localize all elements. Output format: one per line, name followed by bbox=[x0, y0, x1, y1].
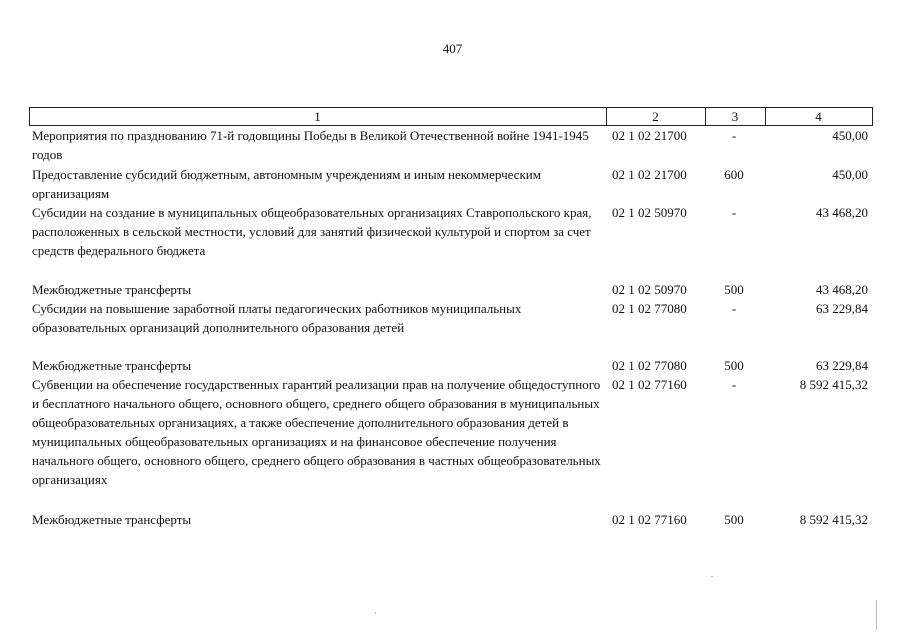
row-name: Межбюджетные трансферты bbox=[32, 512, 192, 527]
row-name: Субсидии на создание в муниципальных общеобразовательных организациях Ставропольского края, расположенных в сельской местности, условий для занятий физической культурой и спортом за счет средств федерального бюджета bbox=[32, 205, 592, 258]
row-type: - bbox=[731, 301, 737, 316]
row-name: Межбюджетные трансферты bbox=[32, 358, 192, 373]
row-amount: 8 592 415,32 bbox=[799, 512, 868, 527]
row-name: Предоставление субсидий бюджетным, автономным учреждениям и иным некоммерческим организациям bbox=[32, 167, 541, 201]
header-col-3: 3 bbox=[731, 109, 739, 124]
row-name: Субвенции на обеспечение государственных гарантий реализации прав на получение общедоступного и бесплатного начального общего, основного общего, среднего общего образования в муниципальных общеобразовательных организациях, а также обеспечение дополнительного образования детей в муниципальных общеобразовательных организациях и на финансовое обеспечение получения начального общего, основного общего, среднего общего образования в частных общеобразовательных организациях bbox=[32, 377, 601, 487]
scan-speck bbox=[711, 576, 713, 577]
scan-edge-line bbox=[876, 600, 877, 630]
table-header bbox=[29, 107, 873, 126]
header-col-4: 4 bbox=[815, 109, 822, 124]
row-name: Субсидии на повышение заработной платы педагогических работников муниципальных образовательных организаций дополнительного образования детей bbox=[32, 301, 522, 335]
header-divider bbox=[872, 107, 873, 126]
row-code: 02 1 02 77080 bbox=[612, 358, 687, 373]
page-number: 407 bbox=[442, 41, 463, 56]
scan-speck bbox=[375, 612, 376, 614]
row-name: Мероприятия по празднованию 71-й годовщины Победы в Великой Отечественной войне 1941-1945 годов bbox=[32, 128, 589, 162]
row-name: Межбюджетные трансферты bbox=[32, 282, 192, 297]
row-type: 600 bbox=[724, 167, 744, 182]
row-amount: 63 229,84 bbox=[816, 358, 868, 373]
row-type: - bbox=[731, 128, 737, 143]
row-code: 02 1 02 77160 bbox=[612, 377, 687, 392]
row-amount: 450,00 bbox=[832, 167, 868, 182]
row-amount: 43 468,20 bbox=[816, 205, 868, 220]
row-amount: 8 592 415,32 bbox=[799, 377, 868, 392]
row-amount: 450,00 bbox=[832, 128, 868, 143]
row-type: - bbox=[731, 377, 737, 392]
header-col-2: 2 bbox=[652, 109, 659, 124]
row-code: 02 1 02 77160 bbox=[612, 512, 687, 527]
row-code: 02 1 02 21700 bbox=[612, 128, 687, 143]
row-code: 02 1 02 77080 bbox=[612, 301, 687, 316]
row-code: 02 1 02 50970 bbox=[612, 282, 687, 297]
row-amount: 63 229,84 bbox=[816, 301, 868, 316]
header-col-1: 1 bbox=[314, 109, 321, 124]
row-type: 500 bbox=[724, 282, 744, 297]
row-type: 500 bbox=[724, 512, 744, 527]
row-type: - bbox=[731, 205, 737, 220]
row-amount: 43 468,20 bbox=[816, 282, 868, 297]
row-code: 02 1 02 50970 bbox=[612, 205, 687, 220]
row-type: 500 bbox=[724, 358, 744, 373]
row-code: 02 1 02 21700 bbox=[612, 167, 687, 182]
